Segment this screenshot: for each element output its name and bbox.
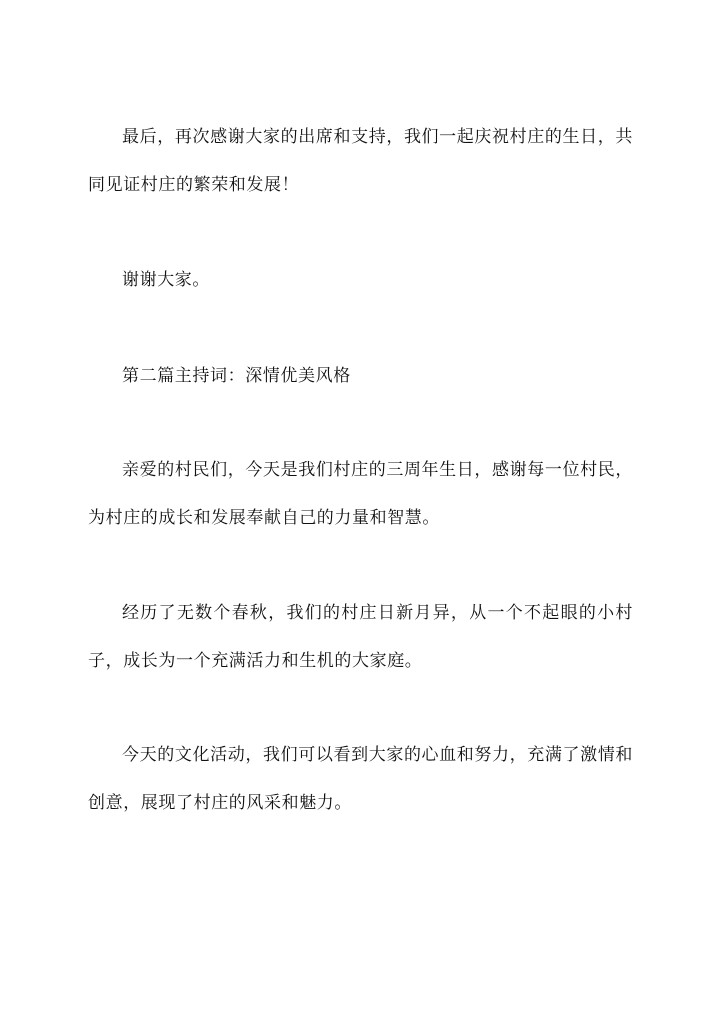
paragraph-activities: 今天的文化活动，我们可以看到大家的心血和努力，充满了激情和创意，展现了村庄的风采和魅力。 — [88, 745, 633, 813]
paragraph-history: 经历了无数个春秋，我们的村庄日新月异，从一个不起眼的小村子，成长为一个充满活力和生机的大家庭。 — [88, 603, 633, 671]
paragraph-closing-thanks: 最后，再次感谢大家的出席和支持，我们一起庆祝村庄的生日，共同见证村庄的繁荣和发展！ — [88, 127, 633, 195]
paragraph-greeting: 亲爱的村民们，今天是我们村庄的三周年生日，感谢每一位村民，为村庄的成长和发展奉献自己的力量和智慧。 — [88, 460, 633, 528]
paragraph-thank-you: 谢谢大家。 — [122, 270, 210, 290]
section-heading: 第二篇主持词：深情优美风格 — [122, 366, 351, 386]
